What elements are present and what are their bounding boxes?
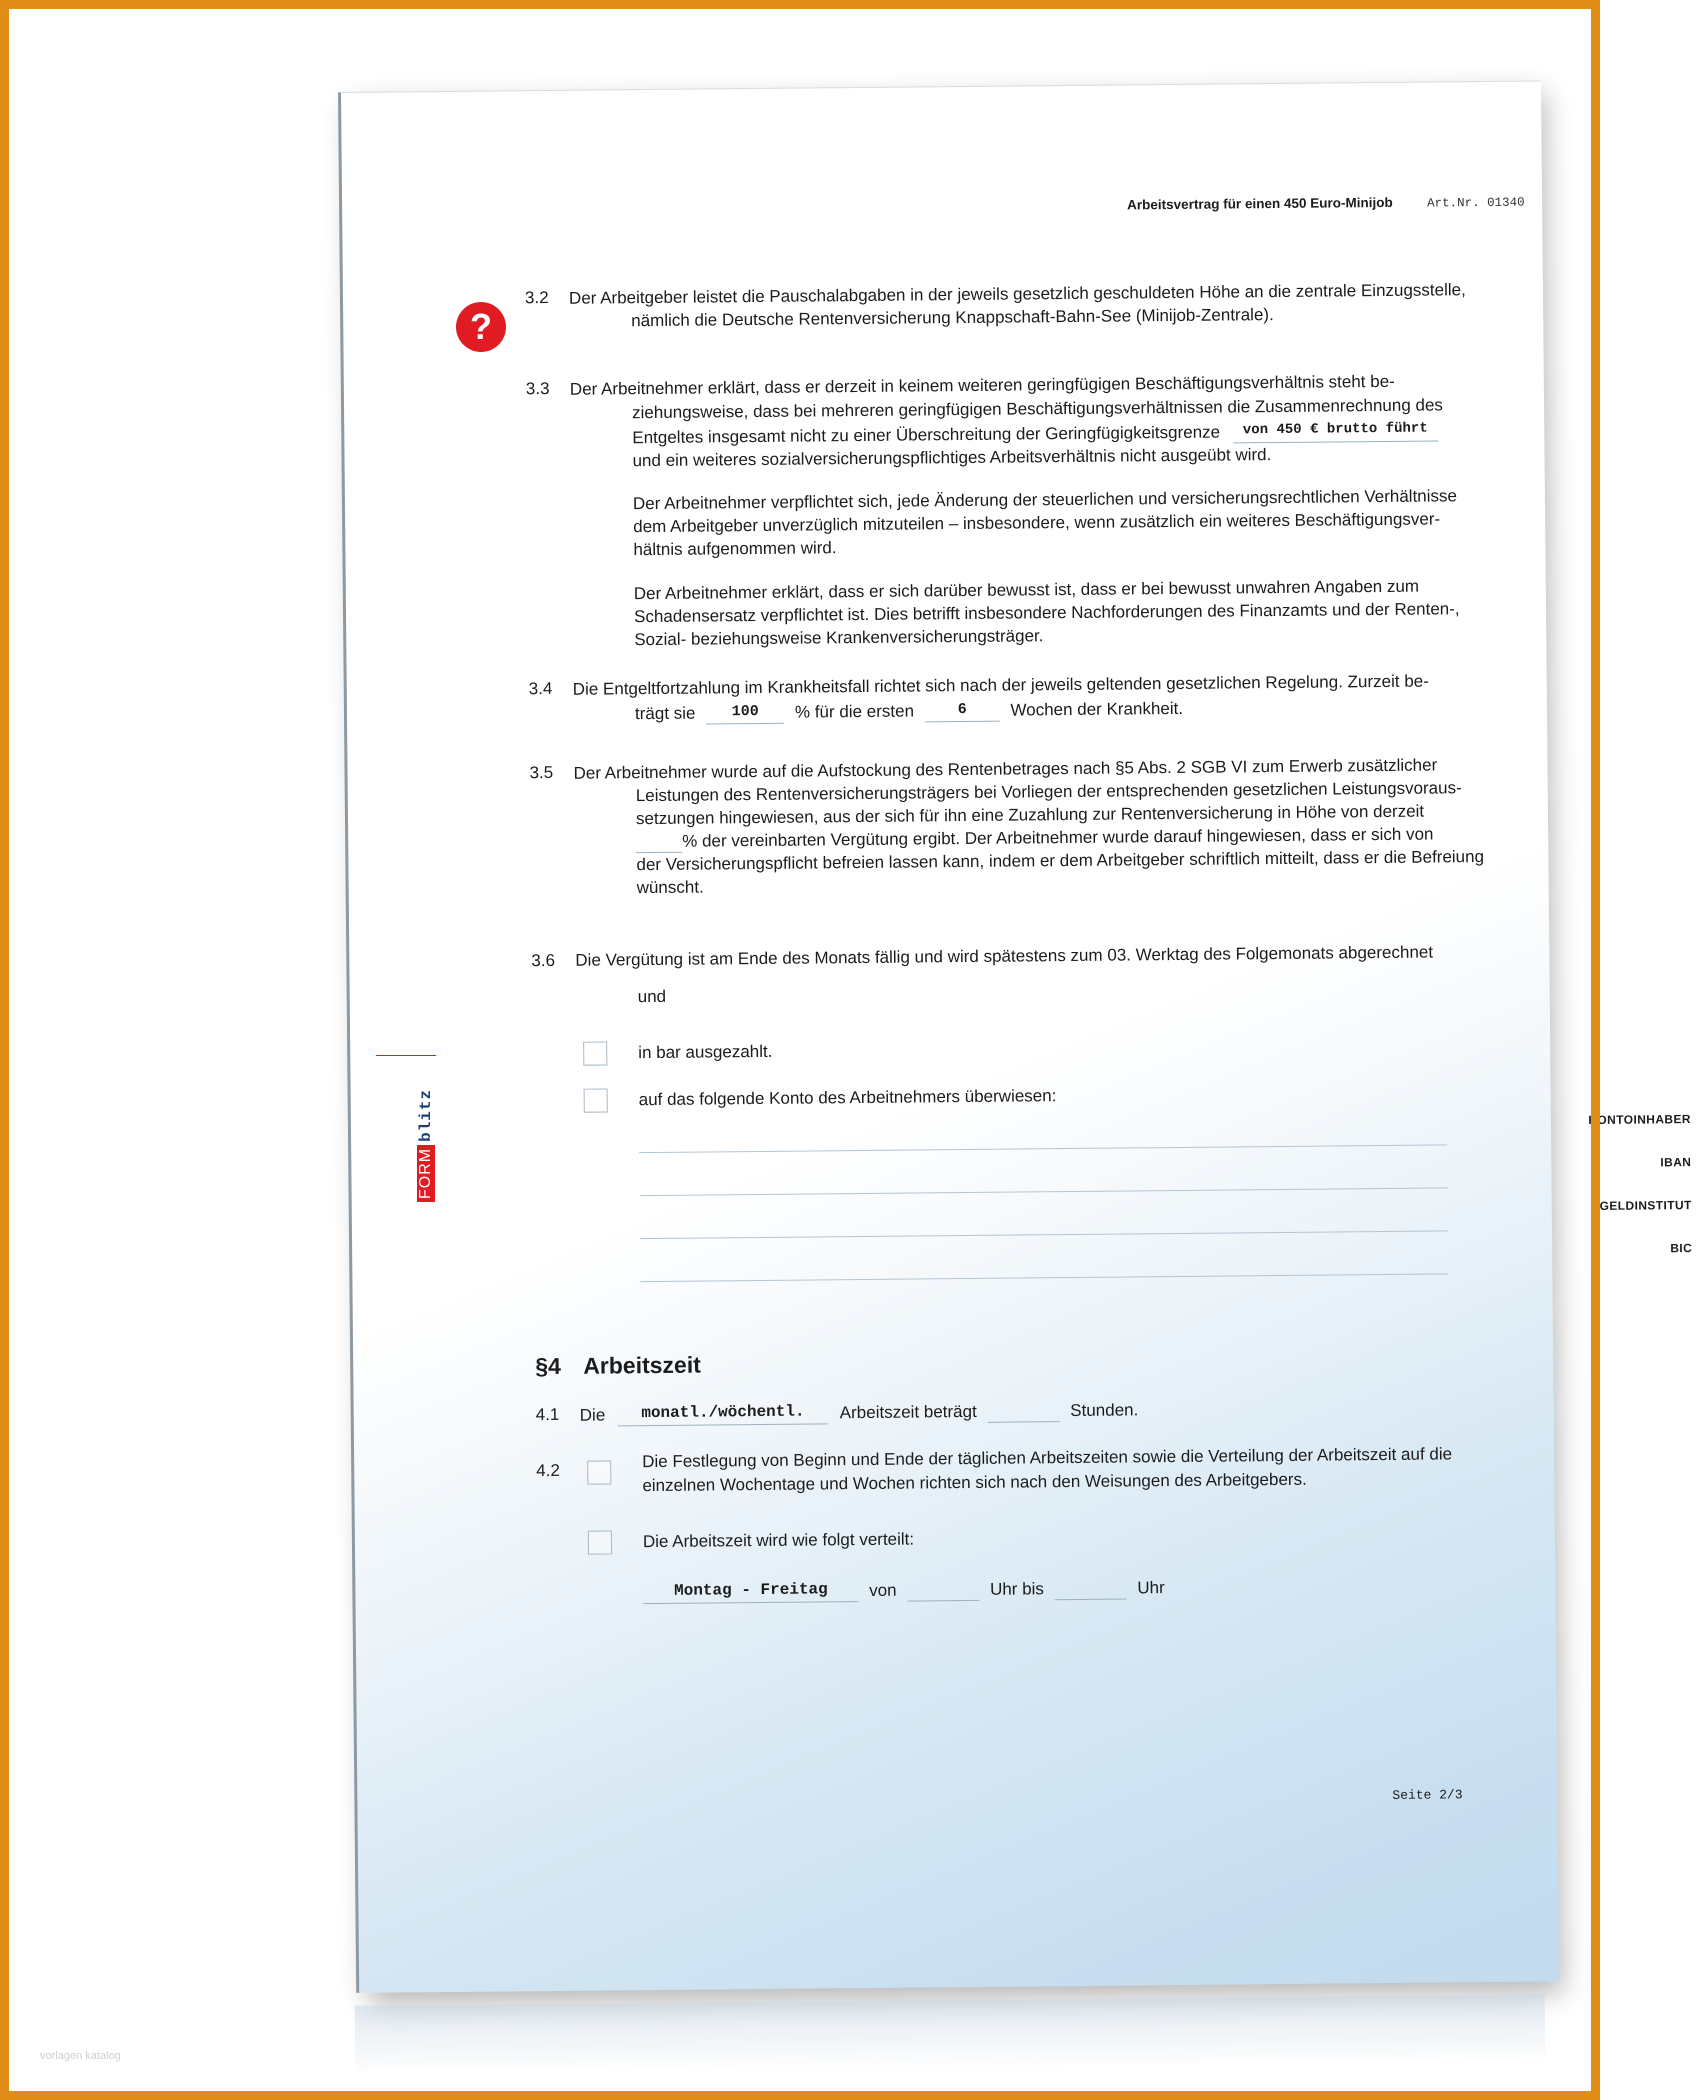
text-span: Wochen der Krankheit. [1010,698,1184,720]
employer-schedule-checkbox[interactable] [587,1460,611,1484]
text-span: Die [579,1405,606,1425]
section-number: 3.2 [524,287,549,308]
limit-field[interactable]: von 450 € brutto führt [1233,417,1438,443]
account-holder-label: KONTOINHABER [1588,1112,1691,1128]
text-span: Uhr [1137,1578,1165,1598]
paragraph-line: Der Arbeitnehmer wurde auf die Aufstockung des Rentenbetrages nach §5 Abs. 2 SGB VI zum Erwerb zusätzlicher [573,755,1438,783]
logo-part-blitz: blitz [417,1088,435,1142]
formblitz-logo [417,1086,435,1202]
bic-input[interactable] [640,1273,1448,1282]
paragraph-line: Der Arbeitnehmer verpflichtet sich, jede Änderung der steuerlichen und versicherungsrechtlichen Verhältnisse [632,486,1458,514]
iban-label: IBAN [1660,1155,1692,1170]
period-field[interactable]: monatl./wöchentl. [618,1400,828,1426]
bank-input[interactable] [640,1230,1448,1239]
paragraph-line: Die Vergütung ist am Ende des Monats fällig und wird spätestens zum 03. Werktag des Folgemonats abgerechnet [575,942,1434,970]
account-holder-input[interactable] [639,1144,1447,1153]
paragraph-line: der Versicherungspflicht befreien lassen kann, indem er dem Arbeitgeber schriftlich mitteilt, dass er die Befreiung [636,847,1485,875]
fixed-schedule-checkbox[interactable] [588,1530,612,1554]
paragraph-line: Schadensersatz verpflichtet ist. Dies betrifft insbesondere Nachforderungen des Finanzamts und der Renten-, [633,599,1460,627]
text-span: Stunden. [1070,1400,1139,1421]
paragraph-line: Der Arbeitgeber leistet die Pauschalabgaben in der jeweils gesetzlich geschuldeten Höhe an die zentrale Einzugsstelle, [568,280,1466,308]
paragraph-line: Der Arbeitnehmer erklärt, dass er derzeit in keinem weiteren geringfügigen Beschäftigungsverhältnis steht be- [569,371,1395,399]
section-number: 3.4 [528,678,553,699]
page-number: Seite 2/3 [1392,1787,1463,1803]
bic-label: BIC [1670,1241,1693,1256]
weekdays-field[interactable]: Montag - Freitag [643,1578,858,1604]
paragraph-line: ziehungsweise, dass bei mehreren geringfügigen Beschäftigungsverhältnissen die Zusammenrechnung des [632,395,1443,423]
paragraph-line: Die Entgeltfortzahlung im Krankheitsfall richtet sich nach der jeweils geltenden gesetzlichen Regelung. Zurzeit be- [572,671,1429,699]
text-span: von [869,1580,897,1600]
question-icon: ? [456,302,506,352]
paragraph-line: und ein weiteres sozialversicherungspflichtiges Arbeitsverhältnis nicht ausgeübt wird. [632,445,1272,471]
option-label: in bar ausgezahlt. [638,1041,773,1063]
pension-rate-field[interactable] [636,834,682,853]
text-span: Arbeitszeit beträgt [839,1401,977,1423]
logo-part-form: FORM [417,1145,435,1202]
page-reflection [355,1994,1546,2075]
weeks-field[interactable]: 6 [925,698,1000,723]
section-number: 3.5 [529,762,554,783]
section-number: 3.6 [531,950,556,971]
text-span: Entgeltes insgesamt nicht zu einer Überschreitung der Geringfügigkeitsgrenze [632,422,1221,448]
paragraph-line [635,696,1183,725]
bank-transfer-checkbox[interactable] [584,1088,608,1112]
contract-page [338,80,1693,1992]
section-number: 3.3 [525,378,550,399]
paragraph-line: dem Arbeitgeber unverzüglich mitzuteilen – insbesondere, wenn zusätzlich ein weiteres Beschäftigungsver- [633,509,1441,537]
paragraph-line: nämlich die Deutsche Rentenversicherung Knappschaft-Bahn-See (Minijob-Zentrale). [631,305,1274,331]
paragraph-line: Der Arbeitnehmer erklärt, dass er sich darüber bewusst ist, dass er bei bewusst unwahren Angaben zum [633,576,1420,604]
section-title: Arbeitszeit [583,1351,701,1379]
option-label: Die Arbeitszeit wird wie folgt verteilt: [642,1529,915,1552]
paragraph-line: einzelnen Wochentage und Wochen richten sich nach den Weisungen des Arbeitgebers. [642,1469,1307,1496]
schedule-line [643,1575,1165,1604]
paragraph-line: Sozial- beziehungsweise Krankenversicherungsträger. [634,626,1044,650]
document-title: Arbeitsvertrag für einen 450 Euro-Minijob [1127,194,1393,213]
cash-payment-checkbox[interactable] [583,1041,607,1065]
paragraph-line: setzungen hingewiesen, aus der sich für ihn eine Zuzahlung zur Rentenversicherung in Höhe von derzeit [635,801,1425,829]
brand-accent-line [376,1055,436,1056]
paragraph-line [580,1397,1139,1426]
text-span: % der vereinbarten Vergütung ergibt. Der Arbeitnehmer wurde darauf hingewiesen, dass er sich von [682,824,1434,851]
start-time-field[interactable] [907,1582,979,1602]
iban-input[interactable] [640,1187,1448,1196]
hours-field[interactable] [987,1403,1059,1423]
percent-field[interactable]: 100 [706,700,784,725]
section-title-number: §4 [535,1352,561,1380]
paragraph-line: Leistungen des Rentenversicherungsträgers bei Vorliegen der entsprechenden gesetzlichen Leistungsvoraus- [635,778,1462,806]
section-number: 4.2 [536,1460,560,1481]
text-span: Uhr bis [989,1579,1044,1599]
paragraph-line: hältnis aufgenommen wird. [633,538,837,560]
option-label: auf das folgende Konto des Arbeitnehmers überwiesen: [638,1086,1057,1110]
paragraph-line: Die Festlegung von Beginn und Ende der täglichen Arbeitszeiten sowie die Verteilung der Arbeitszeit auf die [642,1444,1453,1472]
paragraph-line: und [637,986,667,1007]
article-number: Art.Nr. 01340 [1427,195,1525,211]
section-number: 4.1 [535,1404,560,1425]
paragraph-line: wünscht. [636,877,704,898]
text-span: % für die ersten [794,701,915,722]
end-time-field[interactable] [1055,1580,1127,1600]
text-span: trägt sie [634,703,696,724]
watermark: vorlagen katalog [40,2050,121,2062]
bank-label: GELDINSTITUT [1599,1198,1692,1213]
